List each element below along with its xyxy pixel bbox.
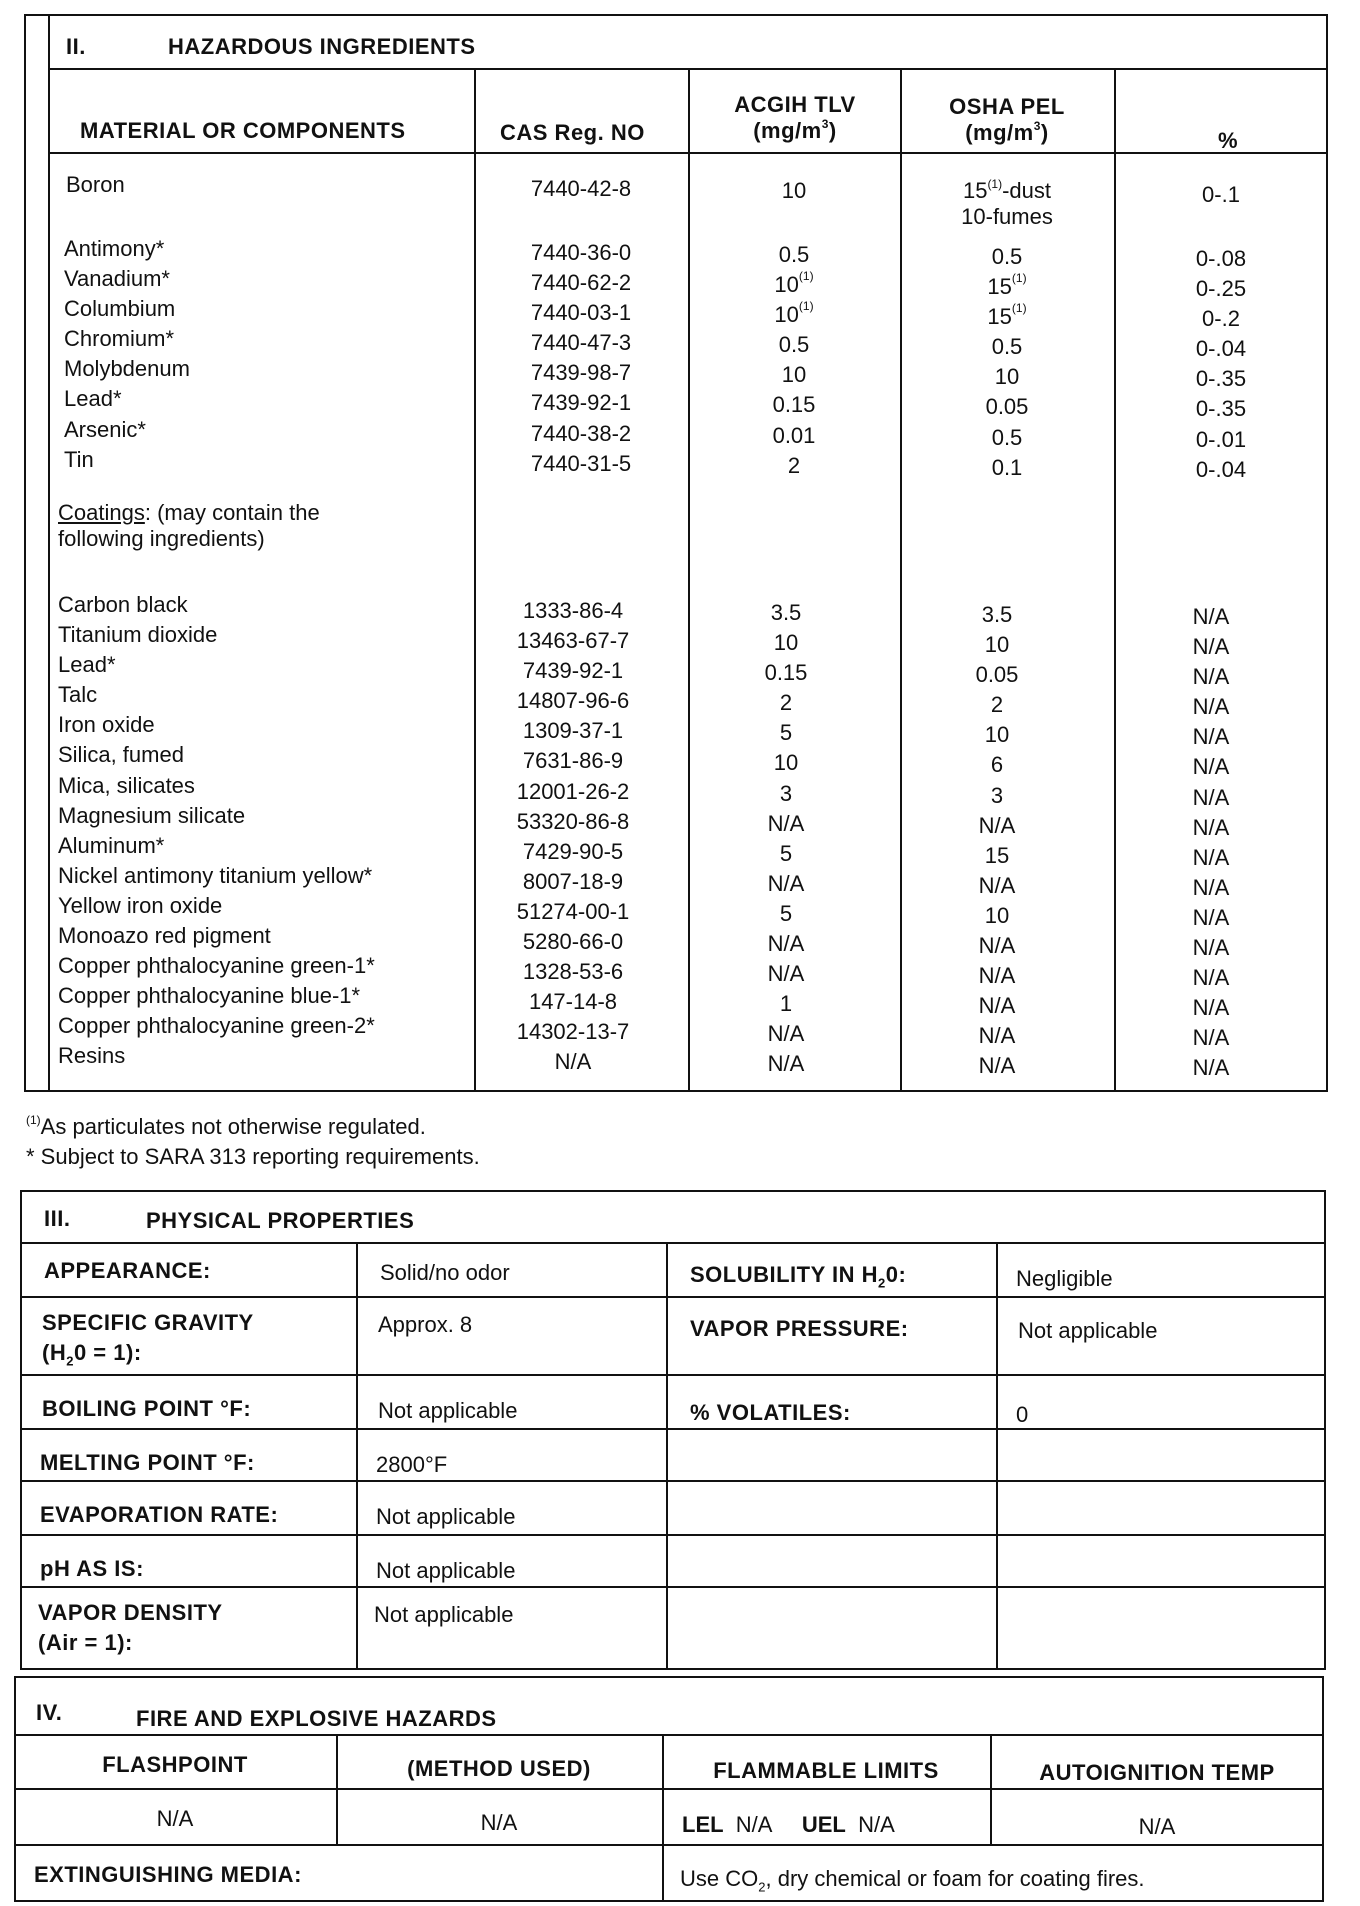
- header-acgih: [690, 92, 900, 144]
- flashpoint-header: FLASHPOINT: [102, 1752, 248, 1777]
- table-row: Chromium*: [64, 326, 175, 352]
- divider: [14, 1734, 1324, 1736]
- divider: [20, 1480, 1326, 1482]
- header-material: MATERIAL OR COMPONENTS: [80, 118, 406, 143]
- metals-cas-column: 7440-36-0 7440-62-2 7440-03-1 7440-47-3 7439-98-7 7439-92-1 7440-38-2 7440-31-5: [530, 240, 632, 476]
- table-row: Lead*: [64, 386, 122, 412]
- footnote-sara: * Subject to SARA 313 reporting requirements.: [26, 1144, 480, 1169]
- section-number: IV.: [36, 1700, 63, 1725]
- solubility-label: SOLUBILITY IN $H_20$:: [690, 1262, 907, 1291]
- footnote-particulates: $^{(1)}$As particulates not otherwise regulated.: [26, 1113, 426, 1139]
- vapor-density-label: VAPOR DENSITY (Air = 1):: [38, 1600, 223, 1655]
- appearance-label: APPEARANCE:: [44, 1258, 211, 1283]
- divider: [14, 1844, 1324, 1846]
- table-row: Nickel antimony titanium yellow*: [58, 862, 373, 888]
- header-osha-line2: $(mg/m^3)$: [965, 119, 1049, 145]
- metals-material-column: [64, 234, 190, 475]
- method-value: N/A: [480, 1810, 518, 1835]
- extinguishing-media-label: EXTINGUISHING MEDIA:: [34, 1862, 302, 1887]
- section-title: PHYSICAL PROPERTIES: [146, 1208, 415, 1233]
- header-osha-line1: OSHA PEL: [949, 94, 1065, 119]
- metals-percent-column: 0-.08 0-.25 0-.2 0-.04 0-.35 0-.35 0-.01 0-.04: [1195, 246, 1247, 482]
- specific-gravity-value: Approx. 8: [378, 1312, 473, 1337]
- evaporation-rate-label: EVAPORATION RATE:: [40, 1502, 279, 1527]
- divider: [20, 1296, 1326, 1298]
- appearance-value: Solid/no odor: [380, 1260, 510, 1285]
- table-row: Copper phthalocyanine green-1*: [58, 953, 375, 979]
- physical-properties-section: [20, 1190, 1326, 1670]
- table-row: Tin: [64, 446, 94, 472]
- metals-acgih-column: 0.5 10$^{(1)}$ 10$^{(1)}$ 0.5 10 0.15 0.01 2: [772, 242, 816, 478]
- table-row: Magnesium silicate: [58, 802, 246, 828]
- solubility-value: Negligible: [1016, 1266, 1113, 1291]
- table-row: Iron oxide: [58, 712, 155, 738]
- flammable-limits-header: FLAMMABLE LIMITS: [713, 1758, 939, 1783]
- section-number: II.: [66, 34, 86, 59]
- header-percent: %: [1218, 128, 1239, 153]
- table-row: Molybdenum: [64, 356, 190, 382]
- divider: [20, 1428, 1326, 1430]
- boron-acgih: 10: [781, 178, 807, 203]
- vapor-pressure-value: Not applicable: [1018, 1318, 1158, 1343]
- flammable-limits-value: LEL N/A UEL N/A: [682, 1812, 895, 1837]
- evaporation-rate-value: Not applicable: [376, 1504, 516, 1529]
- table-row: Antimony*: [64, 236, 165, 261]
- divider: [20, 1374, 1326, 1376]
- header-acgih-line2: $(mg/m^3)$: [753, 117, 837, 143]
- divider: [996, 1242, 998, 1670]
- coatings-cas-column: 1333-86-4 13463-67-7 7439-92-1 14807-96-6 1309-37-1 7631-86-9 12001-26-2 53320-86-8 7429-90-5 8007-18-9 51274-00-1 5280-66-0 1328-53-6 147-14-8 14302-13-7 N/A: [516, 598, 630, 1075]
- vapor-density-value: Not applicable: [374, 1602, 514, 1627]
- section-title: FIRE AND EXPLOSIVE HAZARDS: [136, 1706, 497, 1731]
- boron-osha: 15$^{(1)}$-dust 10-fumes: [961, 177, 1053, 229]
- coatings-material-column: [58, 590, 375, 1072]
- header-osha: [902, 94, 1112, 146]
- boron-material: Boron: [66, 172, 125, 197]
- extinguishing-media-value: Use $CO_2$, dry chemical or foam for coating fires.: [680, 1866, 1145, 1895]
- melting-point-label: MELTING POINT °F:: [40, 1450, 255, 1475]
- table-row: Yellow iron oxide: [58, 892, 223, 918]
- specific-gravity-label: SPECIFIC GRAVITY $(H_20 = 1)$:: [42, 1310, 254, 1369]
- method-header: (METHOD USED): [407, 1756, 591, 1781]
- header-acgih-line1: ACGIH TLV: [734, 92, 856, 117]
- boiling-point-label: BOILING POINT °F:: [42, 1396, 252, 1421]
- table-row: Arsenic*: [64, 416, 146, 442]
- table-row: Titanium dioxide: [58, 622, 218, 648]
- melting-point-value: 2800°F: [376, 1452, 448, 1477]
- table-row: Resins: [58, 1043, 126, 1069]
- divider: [666, 1242, 668, 1670]
- volatiles-value: 0: [1016, 1402, 1029, 1427]
- divider: [356, 1242, 358, 1670]
- table-row: Columbium: [64, 296, 176, 322]
- table-row: Talc: [58, 682, 98, 708]
- ph-value: Not applicable: [376, 1558, 516, 1583]
- divider: [20, 1242, 1326, 1244]
- boron-percent: 0-.1: [1202, 182, 1240, 207]
- coatings-heading: Coatings: (may contain the following ingredients): [58, 500, 320, 551]
- coatings-acgih-column: 3.5 10 0.15 2 5 10 3 N/A 5 N/A 5 N/A N/A 1 N/A N/A: [764, 600, 808, 1077]
- autoignition-value: N/A: [1138, 1814, 1176, 1839]
- metals-osha-column: 0.5 15$^{(1)}$ 15$^{(1)}$ 0.5 10 0.05 0.5 0.1: [985, 244, 1029, 480]
- flashpoint-value: N/A: [156, 1806, 194, 1831]
- volatiles-label: % VOLATILES:: [690, 1400, 851, 1425]
- vapor-pressure-label: VAPOR PRESSURE:: [690, 1316, 909, 1341]
- coatings-percent-column: N/A N/A N/A N/A N/A N/A N/A N/A N/A N/A N/A N/A N/A N/A N/A N/A: [1192, 604, 1230, 1081]
- table-row: Mica, silicates: [58, 772, 195, 798]
- section-title: HAZARDOUS INGREDIENTS: [168, 34, 476, 59]
- table-row: Aluminum*: [58, 832, 165, 858]
- coatings-osha-column: 3.5 10 0.05 2 10 6 3 N/A 15 N/A 10 N/A N/A N/A N/A N/A: [975, 602, 1019, 1079]
- divider: [14, 1788, 1324, 1790]
- header-cas: CAS Reg. NO: [500, 120, 645, 145]
- table-row: Copper phthalocyanine green-2*: [58, 1013, 375, 1039]
- table-row: Silica, fumed: [58, 742, 184, 768]
- table-row: Lead*: [58, 652, 116, 678]
- boron-cas: 7440-42-8: [530, 176, 632, 201]
- boiling-point-value: Not applicable: [378, 1398, 518, 1423]
- table-row: Copper phthalocyanine blue-1*: [58, 983, 361, 1009]
- section-number: III.: [44, 1206, 71, 1231]
- divider: [20, 1534, 1326, 1536]
- table-row: Vanadium*: [64, 266, 170, 292]
- table-row: Monoazo red pigment: [58, 923, 271, 949]
- ph-label: pH AS IS:: [40, 1556, 144, 1581]
- autoignition-header: AUTOIGNITION TEMP: [1039, 1760, 1275, 1785]
- divider: [20, 1586, 1326, 1588]
- divider: [48, 14, 50, 1092]
- table-row: Carbon black: [58, 592, 188, 617]
